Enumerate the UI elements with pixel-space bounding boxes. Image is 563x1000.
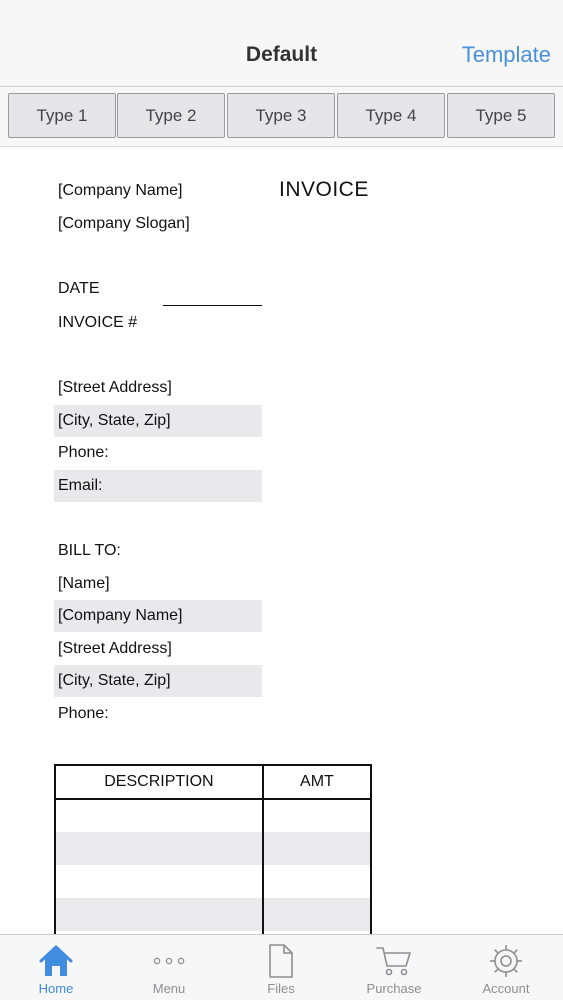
company-slogan: [Company Slogan] xyxy=(58,215,190,232)
description-cell xyxy=(55,799,263,832)
description-cell xyxy=(55,832,263,865)
tab-label: Files xyxy=(267,981,295,996)
type-3-button[interactable]: Type 3 xyxy=(227,93,335,138)
tab-label: Account xyxy=(482,981,530,996)
table-row xyxy=(55,799,371,832)
tab-bar xyxy=(0,934,563,1000)
tab-home[interactable] xyxy=(0,935,112,1000)
date-label: DATE xyxy=(58,280,100,297)
description-cell xyxy=(55,898,263,931)
tab-account[interactable] xyxy=(450,935,562,1000)
bill-to-phone: Phone: xyxy=(58,705,109,722)
date-underline xyxy=(163,305,262,306)
type-5-button[interactable]: Type 5 xyxy=(447,93,555,138)
navigation-bar xyxy=(0,0,563,87)
email-label: Email: xyxy=(58,477,103,494)
gear-icon xyxy=(486,941,526,981)
street-address: [Street Address] xyxy=(58,379,172,396)
description-cell xyxy=(55,865,263,898)
file-icon xyxy=(261,941,301,981)
page-title: Default xyxy=(245,43,318,66)
company-name: [Company Name] xyxy=(58,182,183,199)
tab-label: Menu xyxy=(152,981,186,996)
cart-icon xyxy=(374,941,414,981)
description-header: DESCRIPTION xyxy=(55,765,263,799)
type-selector xyxy=(0,87,563,147)
type-4-button[interactable]: Type 4 xyxy=(337,93,445,138)
type-2-button[interactable]: Type 2 xyxy=(117,93,225,138)
bill-to-city: [City, State, Zip] xyxy=(58,672,171,689)
phone-label: Phone: xyxy=(58,444,109,461)
invoice-title: INVOICE xyxy=(279,178,369,201)
amount-header: AMT xyxy=(263,765,371,799)
more-icon xyxy=(149,941,189,981)
bill-to-name: [Name] xyxy=(58,575,110,592)
invoice-number-label: INVOICE # xyxy=(58,314,138,331)
amount-cell xyxy=(263,832,371,865)
table-row xyxy=(55,832,371,865)
table-header-row xyxy=(55,765,371,799)
city-state-zip: [City, State, Zip] xyxy=(58,412,171,429)
bill-to-company: [Company Name] xyxy=(58,607,183,624)
tab-label: Purchase xyxy=(366,981,422,996)
tab-files[interactable] xyxy=(225,935,337,1000)
bill-to-label: BILL TO: xyxy=(58,542,121,559)
table-row xyxy=(55,865,371,898)
amount-cell xyxy=(263,898,371,931)
line-items-table xyxy=(54,764,372,934)
tab-purchase[interactable] xyxy=(338,935,450,1000)
type-1-button[interactable]: Type 1 xyxy=(8,93,116,138)
table-row xyxy=(55,898,371,931)
template-button[interactable]: Template xyxy=(461,42,551,67)
home-icon xyxy=(36,941,76,981)
invoice-preview[interactable] xyxy=(0,148,563,934)
tab-menu[interactable] xyxy=(113,935,225,1000)
tab-label: Home xyxy=(38,981,74,996)
bill-to-street: [Street Address] xyxy=(58,640,172,657)
amount-cell xyxy=(263,865,371,898)
amount-cell xyxy=(263,799,371,832)
